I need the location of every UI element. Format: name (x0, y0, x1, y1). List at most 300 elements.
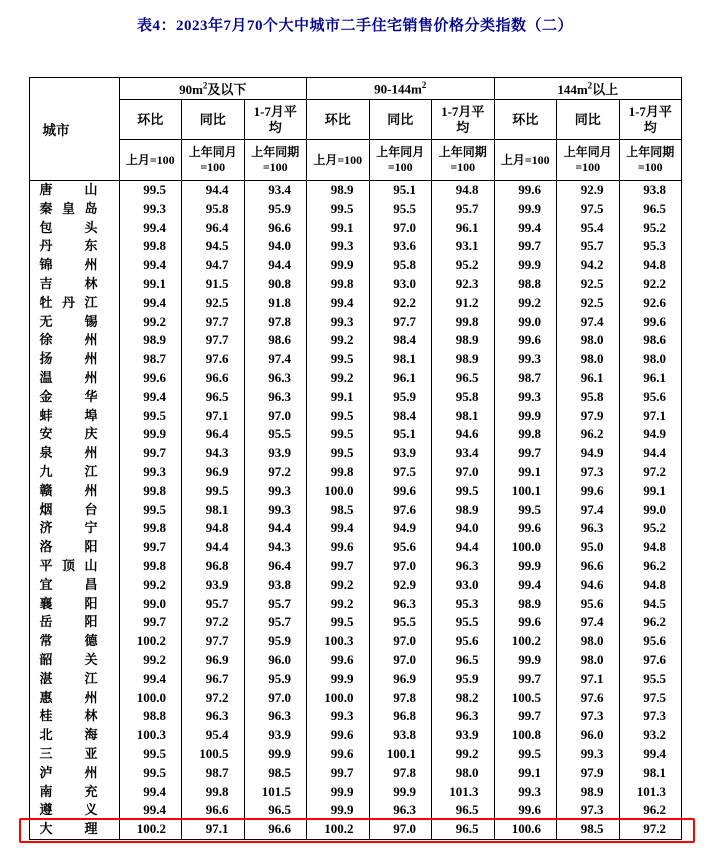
base-note-mom: 上月=100 (307, 140, 370, 181)
value-cell: 95.5 (432, 613, 495, 632)
city-name: 唐 山 (29, 181, 119, 200)
value-cell: 96.5 (432, 369, 495, 388)
value-cell: 97.0 (369, 651, 432, 670)
value-cell: 96.6 (244, 820, 307, 839)
table-header (29, 78, 682, 181)
value-cell: 96.5 (432, 820, 495, 839)
value-cell: 96.3 (432, 707, 495, 726)
col-header-yoy: 同比 (557, 100, 620, 140)
value-cell: 99.8 (182, 783, 245, 802)
value-cell: 97.1 (619, 407, 682, 426)
superscript-2: 2 (202, 80, 208, 91)
group-label-text: 及以下 (207, 82, 247, 97)
table-row (29, 707, 682, 726)
value-cell: 94.6 (557, 576, 620, 595)
city-name: 惠 州 (29, 689, 119, 708)
value-cell: 95.4 (557, 219, 620, 238)
value-cell: 94.9 (619, 425, 682, 444)
value-cell: 97.6 (557, 689, 620, 708)
table-row (29, 200, 682, 219)
value-cell: 93.9 (244, 726, 307, 745)
value-cell: 96.2 (619, 801, 682, 820)
value-cell: 96.3 (244, 388, 307, 407)
value-cell: 99.3 (307, 313, 370, 332)
value-cell: 99.2 (119, 651, 182, 670)
value-cell: 99.9 (494, 256, 557, 275)
value-cell: 96.2 (619, 557, 682, 576)
value-cell: 99.3 (244, 482, 307, 501)
value-cell: 99.5 (119, 407, 182, 426)
value-cell: 96.6 (244, 219, 307, 238)
value-cell: 99.4 (119, 670, 182, 689)
table-row (29, 482, 682, 501)
value-cell: 96.6 (557, 557, 620, 576)
value-cell: 99.7 (307, 557, 370, 576)
value-cell: 99.5 (307, 444, 370, 463)
group-header-144-and-above (494, 78, 682, 100)
value-cell: 96.0 (557, 726, 620, 745)
value-cell: 98.9 (432, 350, 495, 369)
value-cell: 95.5 (369, 200, 432, 219)
table-row (29, 256, 682, 275)
value-cell: 93.0 (369, 275, 432, 294)
value-cell: 96.7 (182, 670, 245, 689)
value-cell: 97.3 (557, 801, 620, 820)
value-cell: 100.3 (119, 726, 182, 745)
value-cell: 93.8 (244, 576, 307, 595)
table-row (29, 613, 682, 632)
value-cell: 91.8 (244, 294, 307, 313)
value-cell: 94.8 (432, 181, 495, 200)
value-cell: 93.6 (369, 237, 432, 256)
value-cell: 99.8 (119, 237, 182, 256)
city-name: 蚌 埠 (29, 407, 119, 426)
value-cell: 100.0 (307, 482, 370, 501)
value-cell: 98.9 (119, 331, 182, 350)
table-row (29, 820, 682, 839)
value-cell: 96.3 (369, 801, 432, 820)
value-cell: 93.4 (432, 444, 495, 463)
value-cell: 99.6 (557, 482, 620, 501)
table-row (29, 632, 682, 651)
value-cell: 94.9 (369, 519, 432, 538)
city-name: 秦 皇 岛 (29, 200, 119, 219)
value-cell: 97.1 (182, 407, 245, 426)
value-cell: 94.4 (244, 519, 307, 538)
value-cell: 101.3 (619, 783, 682, 802)
group-header-90-and-below (119, 78, 307, 100)
value-cell: 99.7 (494, 707, 557, 726)
value-cell: 92.5 (182, 294, 245, 313)
group-label-text: 以上 (592, 82, 619, 97)
value-cell: 99.7 (494, 670, 557, 689)
value-cell: 98.5 (307, 501, 370, 520)
superscript-2: 2 (587, 80, 593, 91)
value-cell: 99.7 (307, 764, 370, 783)
value-cell: 100.2 (307, 820, 370, 839)
value-cell: 99.6 (494, 801, 557, 820)
table-container (29, 77, 682, 840)
value-cell: 100.5 (494, 689, 557, 708)
value-cell: 99.8 (307, 275, 370, 294)
value-cell: 100.1 (494, 482, 557, 501)
value-cell: 97.0 (369, 219, 432, 238)
value-cell: 94.8 (182, 519, 245, 538)
value-cell: 92.9 (369, 576, 432, 595)
city-name: 包 头 (29, 219, 119, 238)
value-cell: 93.9 (182, 576, 245, 595)
value-cell: 99.0 (619, 501, 682, 520)
value-cell: 96.3 (244, 369, 307, 388)
city-name: 襄 阳 (29, 595, 119, 614)
value-cell: 98.6 (244, 331, 307, 350)
value-cell: 94.4 (182, 181, 245, 200)
col-header-avg: 1-7月平均 (619, 100, 682, 140)
value-cell: 95.2 (619, 519, 682, 538)
value-cell: 97.5 (619, 689, 682, 708)
value-cell: 96.9 (369, 670, 432, 689)
value-cell: 99.8 (119, 482, 182, 501)
city-name: 吉 林 (29, 275, 119, 294)
value-cell: 99.0 (119, 595, 182, 614)
value-cell: 98.5 (557, 820, 620, 839)
base-note-avg: 上年同期=100 (244, 140, 307, 181)
value-cell: 97.2 (619, 820, 682, 839)
city-name: 遵 义 (29, 801, 119, 820)
city-name: 北 海 (29, 726, 119, 745)
value-cell: 94.5 (619, 595, 682, 614)
table-row (29, 651, 682, 670)
city-name: 南 充 (29, 783, 119, 802)
value-cell: 98.6 (619, 331, 682, 350)
value-cell: 99.8 (432, 313, 495, 332)
table-row (29, 501, 682, 520)
value-cell: 99.9 (244, 745, 307, 764)
value-cell: 95.9 (432, 670, 495, 689)
value-cell: 99.9 (494, 651, 557, 670)
value-cell: 99.6 (494, 331, 557, 350)
value-cell: 98.1 (619, 764, 682, 783)
value-cell: 95.8 (557, 388, 620, 407)
city-name: 金 华 (29, 388, 119, 407)
value-cell: 94.4 (619, 444, 682, 463)
value-cell: 99.1 (494, 463, 557, 482)
city-name: 安 庆 (29, 425, 119, 444)
value-cell: 99.3 (494, 388, 557, 407)
value-cell: 99.5 (494, 745, 557, 764)
value-cell: 100.2 (494, 632, 557, 651)
value-cell: 99.8 (119, 557, 182, 576)
value-cell: 99.4 (494, 576, 557, 595)
group-label-text: 144m (557, 82, 588, 97)
city-name: 徐 州 (29, 331, 119, 350)
value-cell: 95.3 (432, 595, 495, 614)
value-cell: 98.7 (494, 369, 557, 388)
group-header-row (29, 78, 682, 100)
superscript-2: 2 (421, 79, 427, 90)
value-cell: 99.7 (119, 613, 182, 632)
base-note-row (29, 140, 682, 181)
value-cell: 100.3 (307, 632, 370, 651)
value-cell: 95.6 (369, 538, 432, 557)
table-row (29, 350, 682, 369)
table-row (29, 576, 682, 595)
table-row (29, 764, 682, 783)
value-cell: 99.3 (307, 707, 370, 726)
table-row (29, 313, 682, 332)
value-cell: 97.6 (619, 651, 682, 670)
value-cell: 97.2 (182, 689, 245, 708)
value-cell: 98.7 (119, 350, 182, 369)
value-cell: 99.3 (307, 237, 370, 256)
value-cell: 97.7 (182, 632, 245, 651)
city-name: 锦 州 (29, 256, 119, 275)
group-label-text: 90m (179, 82, 203, 97)
value-cell: 94.3 (182, 444, 245, 463)
value-cell: 99.9 (307, 801, 370, 820)
value-cell: 99.9 (494, 557, 557, 576)
value-cell: 95.6 (557, 595, 620, 614)
value-cell: 99.2 (307, 369, 370, 388)
value-cell: 95.9 (369, 388, 432, 407)
value-cell: 99.2 (494, 294, 557, 313)
sub-header-row (29, 100, 682, 140)
value-cell: 97.0 (432, 463, 495, 482)
value-cell: 98.9 (494, 595, 557, 614)
value-cell: 95.5 (619, 670, 682, 689)
value-cell: 97.2 (244, 463, 307, 482)
col-header-mom: 环比 (119, 100, 182, 140)
table-row (29, 557, 682, 576)
value-cell: 99.8 (119, 519, 182, 538)
value-cell: 98.0 (557, 350, 620, 369)
value-cell: 99.6 (494, 519, 557, 538)
value-cell: 99.8 (307, 463, 370, 482)
value-cell: 94.4 (244, 256, 307, 275)
value-cell: 98.9 (432, 501, 495, 520)
value-cell: 99.9 (307, 256, 370, 275)
table-row (29, 519, 682, 538)
table-row (29, 726, 682, 745)
value-cell: 93.9 (432, 726, 495, 745)
base-note-yoy: 上年同月=100 (369, 140, 432, 181)
value-cell: 99.4 (119, 783, 182, 802)
value-cell: 94.0 (432, 519, 495, 538)
value-cell: 95.3 (619, 237, 682, 256)
value-cell: 98.0 (432, 764, 495, 783)
value-cell: 99.6 (119, 369, 182, 388)
value-cell: 95.6 (432, 632, 495, 651)
value-cell: 99.5 (119, 764, 182, 783)
value-cell: 98.0 (557, 331, 620, 350)
value-cell: 99.7 (119, 538, 182, 557)
value-cell: 99.5 (307, 425, 370, 444)
value-cell: 100.2 (119, 632, 182, 651)
value-cell: 99.6 (307, 745, 370, 764)
city-name: 洛 阳 (29, 538, 119, 557)
value-cell: 96.3 (244, 707, 307, 726)
city-name: 牡 丹 江 (29, 294, 119, 313)
value-cell: 99.2 (119, 313, 182, 332)
value-cell: 98.8 (494, 275, 557, 294)
value-cell: 95.9 (244, 200, 307, 219)
value-cell: 95.2 (432, 256, 495, 275)
value-cell: 95.5 (369, 613, 432, 632)
table-row (29, 783, 682, 802)
table-row (29, 237, 682, 256)
value-cell: 97.6 (369, 501, 432, 520)
base-note-yoy: 上年同月=100 (557, 140, 620, 181)
value-cell: 94.8 (619, 538, 682, 557)
city-name: 泉 州 (29, 444, 119, 463)
value-cell: 96.1 (432, 219, 495, 238)
table-row (29, 388, 682, 407)
price-index-table (29, 77, 683, 840)
value-cell: 98.0 (557, 651, 620, 670)
value-cell: 99.4 (119, 388, 182, 407)
city-name: 泸 州 (29, 764, 119, 783)
value-cell: 97.4 (557, 313, 620, 332)
value-cell: 97.1 (182, 820, 245, 839)
table-row (29, 745, 682, 764)
value-cell: 99.5 (432, 482, 495, 501)
value-cell: 95.1 (369, 425, 432, 444)
table-row (29, 294, 682, 313)
value-cell: 99.5 (119, 501, 182, 520)
city-name: 桂 林 (29, 707, 119, 726)
value-cell: 95.4 (182, 726, 245, 745)
value-cell: 93.8 (619, 181, 682, 200)
value-cell: 96.0 (244, 651, 307, 670)
value-cell: 99.4 (307, 519, 370, 538)
value-cell: 99.6 (369, 482, 432, 501)
value-cell: 97.3 (619, 707, 682, 726)
value-cell: 97.0 (369, 632, 432, 651)
table-row (29, 801, 682, 820)
value-cell: 96.4 (182, 425, 245, 444)
value-cell: 99.4 (119, 801, 182, 820)
value-cell: 101.3 (432, 783, 495, 802)
value-cell: 97.4 (244, 350, 307, 369)
value-cell: 97.0 (369, 557, 432, 576)
value-cell: 96.8 (369, 707, 432, 726)
value-cell: 92.2 (369, 294, 432, 313)
table-row (29, 331, 682, 350)
value-cell: 100.5 (182, 745, 245, 764)
value-cell: 99.9 (494, 407, 557, 426)
value-cell: 99.1 (307, 219, 370, 238)
value-cell: 100.2 (119, 820, 182, 839)
value-cell: 99.6 (619, 313, 682, 332)
value-cell: 91.5 (182, 275, 245, 294)
value-cell: 99.9 (307, 670, 370, 689)
value-cell: 99.3 (494, 783, 557, 802)
city-name: 宜 昌 (29, 576, 119, 595)
table-row (29, 407, 682, 426)
value-cell: 100.6 (494, 820, 557, 839)
page-title: 表4：2023年7月70个大中城市二手住宅销售价格分类指数（二） (136, 18, 573, 34)
table-row (29, 444, 682, 463)
value-cell: 96.1 (557, 369, 620, 388)
value-cell: 99.9 (494, 200, 557, 219)
value-cell: 96.3 (432, 557, 495, 576)
value-cell: 99.2 (307, 595, 370, 614)
value-cell: 100.1 (369, 745, 432, 764)
value-cell: 98.4 (369, 331, 432, 350)
value-cell: 94.4 (182, 538, 245, 557)
table-row (29, 425, 682, 444)
value-cell: 99.3 (244, 501, 307, 520)
value-cell: 97.0 (244, 689, 307, 708)
value-cell: 93.8 (369, 726, 432, 745)
value-cell: 99.4 (119, 219, 182, 238)
value-cell: 96.1 (369, 369, 432, 388)
value-cell: 94.7 (182, 256, 245, 275)
value-cell: 92.9 (557, 181, 620, 200)
value-cell: 98.4 (369, 407, 432, 426)
value-cell: 97.9 (557, 764, 620, 783)
value-cell: 99.6 (494, 613, 557, 632)
value-cell: 94.9 (557, 444, 620, 463)
city-name: 湛 江 (29, 670, 119, 689)
table-row (29, 369, 682, 388)
base-note-avg: 上年同期=100 (432, 140, 495, 181)
value-cell: 97.7 (182, 313, 245, 332)
value-cell: 96.6 (182, 801, 245, 820)
value-cell: 94.4 (432, 538, 495, 557)
value-cell: 98.0 (557, 632, 620, 651)
value-cell: 92.2 (619, 275, 682, 294)
value-cell: 93.9 (369, 444, 432, 463)
city-column-header: 城市 (29, 78, 119, 181)
value-cell: 99.7 (119, 444, 182, 463)
value-cell: 96.8 (182, 557, 245, 576)
value-cell: 96.6 (182, 369, 245, 388)
city-name: 大 理 (29, 820, 119, 839)
value-cell: 97.2 (619, 463, 682, 482)
value-cell: 99.4 (307, 294, 370, 313)
value-cell: 95.6 (619, 388, 682, 407)
value-cell: 97.1 (557, 670, 620, 689)
value-cell: 99.1 (494, 764, 557, 783)
group-label-text: 90-144m (374, 81, 422, 97)
value-cell: 97.6 (182, 350, 245, 369)
value-cell: 97.7 (369, 313, 432, 332)
value-cell: 98.2 (432, 689, 495, 708)
city-name: 温 州 (29, 369, 119, 388)
value-cell: 98.9 (557, 783, 620, 802)
value-cell: 97.4 (557, 501, 620, 520)
value-cell: 98.9 (307, 181, 370, 200)
value-cell: 96.5 (182, 388, 245, 407)
value-cell: 99.6 (494, 181, 557, 200)
city-name: 岳 阳 (29, 613, 119, 632)
city-name: 丹 东 (29, 237, 119, 256)
value-cell: 97.3 (557, 463, 620, 482)
value-cell: 97.7 (182, 331, 245, 350)
value-cell: 98.5 (244, 764, 307, 783)
value-cell: 96.5 (432, 651, 495, 670)
table-row (29, 595, 682, 614)
city-name: 常 德 (29, 632, 119, 651)
value-cell: 95.5 (244, 425, 307, 444)
value-cell: 99.6 (307, 726, 370, 745)
value-cell: 94.0 (244, 237, 307, 256)
value-cell: 97.0 (244, 407, 307, 426)
base-note-mom: 上月=100 (494, 140, 557, 181)
value-cell: 94.5 (182, 237, 245, 256)
value-cell: 96.9 (182, 463, 245, 482)
